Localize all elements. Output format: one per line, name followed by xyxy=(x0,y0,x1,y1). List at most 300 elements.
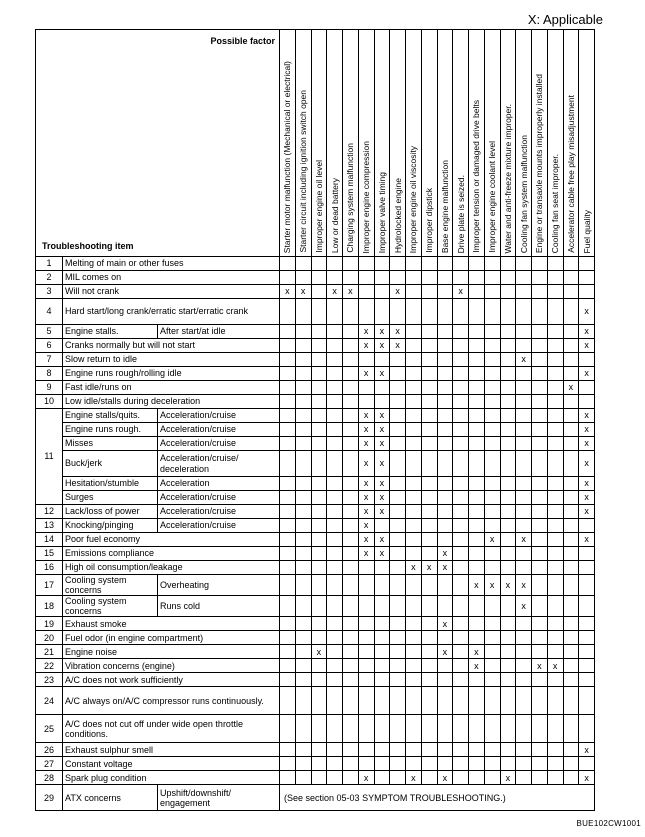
factor-header-3 xyxy=(327,30,343,257)
factor-cell xyxy=(547,645,563,659)
factor-cell xyxy=(374,645,390,659)
troubleshooting-item: Exhaust smoke xyxy=(63,617,280,631)
factor-cell xyxy=(280,339,296,353)
factor-cell xyxy=(547,477,563,491)
factor-cell xyxy=(469,367,485,381)
factor-cell xyxy=(280,743,296,757)
row-number: 24 xyxy=(36,687,63,715)
factor-cell xyxy=(469,339,485,353)
applicable-mark: x xyxy=(516,575,532,596)
factor-cell xyxy=(327,423,343,437)
factor-cell xyxy=(327,299,343,325)
factor-cell xyxy=(469,561,485,575)
applicable-mark: x xyxy=(547,659,563,673)
factor-cell xyxy=(516,547,532,561)
factor-cell xyxy=(484,757,500,771)
factor-cell xyxy=(374,257,390,271)
factor-cell xyxy=(280,505,296,519)
factor-cell xyxy=(563,257,579,271)
table-row xyxy=(36,673,595,687)
applicable-mark: x xyxy=(358,491,374,505)
factor-cell xyxy=(343,409,359,423)
factor-cell xyxy=(327,505,343,519)
factor-cell xyxy=(500,505,516,519)
factor-cell xyxy=(406,367,422,381)
factor-cell xyxy=(484,451,500,477)
troubleshooting-item: ATX concerns xyxy=(63,785,158,811)
factor-cell xyxy=(280,395,296,409)
applicable-mark: x xyxy=(437,547,453,561)
factor-cell xyxy=(374,353,390,367)
factor-cell xyxy=(453,645,469,659)
factor-cell xyxy=(295,757,311,771)
factor-cell xyxy=(311,409,327,423)
factor-cell xyxy=(453,257,469,271)
factor-cell xyxy=(563,687,579,715)
row-number: 14 xyxy=(36,533,63,547)
factor-cell xyxy=(484,687,500,715)
factor-cell xyxy=(500,715,516,743)
factor-cell xyxy=(421,491,437,505)
factor-cell xyxy=(469,437,485,451)
factor-cell xyxy=(484,771,500,785)
factor-cell xyxy=(563,561,579,575)
factor-cell xyxy=(421,505,437,519)
factor-cell xyxy=(280,353,296,367)
factor-cell xyxy=(311,743,327,757)
factor-cell xyxy=(469,715,485,743)
factor-cell xyxy=(421,519,437,533)
factor-cell xyxy=(563,325,579,339)
factor-cell xyxy=(358,271,374,285)
factor-cell xyxy=(532,271,548,285)
factor-cell xyxy=(437,423,453,437)
factor-cell xyxy=(547,285,563,299)
factor-cell xyxy=(437,285,453,299)
factor-cell xyxy=(516,743,532,757)
factor-cell xyxy=(469,617,485,631)
factor-cell xyxy=(406,381,422,395)
factor-cell xyxy=(437,687,453,715)
factor-label: Water and anti-freeze mixture improper. xyxy=(502,103,513,253)
troubleshooting-item: Spark plug condition xyxy=(63,771,280,785)
factor-cell xyxy=(280,575,296,596)
factor-cell xyxy=(579,285,595,299)
factor-cell xyxy=(327,659,343,673)
factor-cell xyxy=(406,743,422,757)
factor-cell xyxy=(563,547,579,561)
factor-cell xyxy=(343,505,359,519)
factor-cell xyxy=(532,575,548,596)
factor-cell xyxy=(327,257,343,271)
factor-cell xyxy=(374,673,390,687)
factor-cell xyxy=(327,367,343,381)
factor-cell xyxy=(343,519,359,533)
applicable-mark: x xyxy=(358,451,374,477)
applicable-mark: x xyxy=(579,325,595,339)
factor-cell xyxy=(343,451,359,477)
factor-cell xyxy=(547,353,563,367)
factor-cell xyxy=(421,325,437,339)
factor-cell xyxy=(484,409,500,423)
factor-cell xyxy=(421,645,437,659)
factor-cell xyxy=(374,743,390,757)
factor-cell xyxy=(311,575,327,596)
factor-cell xyxy=(390,491,406,505)
factor-cell xyxy=(421,547,437,561)
table-row xyxy=(36,575,595,596)
factor-cell xyxy=(421,285,437,299)
factor-cell xyxy=(374,771,390,785)
factor-cell xyxy=(311,353,327,367)
factor-cell xyxy=(563,285,579,299)
factor-cell xyxy=(421,367,437,381)
factor-header-7 xyxy=(390,30,406,257)
factor-cell xyxy=(421,257,437,271)
factor-cell xyxy=(295,659,311,673)
factor-cell xyxy=(311,285,327,299)
applicable-mark: x xyxy=(390,339,406,353)
factor-cell xyxy=(327,575,343,596)
factor-cell xyxy=(390,659,406,673)
row-number: 6 xyxy=(36,339,63,353)
factor-cell xyxy=(421,596,437,617)
factor-cell xyxy=(358,645,374,659)
troubleshooting-item: MIL comes on xyxy=(63,271,280,285)
factor-cell xyxy=(327,533,343,547)
troubleshooting-item: Engine runs rough/rolling idle xyxy=(63,367,280,381)
troubleshooting-item: Vibration concerns (engine) xyxy=(63,659,280,673)
factor-header-8 xyxy=(406,30,422,257)
factor-cell xyxy=(390,533,406,547)
factor-cell xyxy=(406,617,422,631)
factor-cell xyxy=(453,757,469,771)
troubleshooting-item: Hard start/long crank/erratic start/erratic crank xyxy=(63,299,280,325)
factor-cell xyxy=(295,505,311,519)
factor-cell xyxy=(453,659,469,673)
troubleshooting-item: Engine noise xyxy=(63,645,280,659)
factor-cell xyxy=(563,505,579,519)
factor-cell xyxy=(516,505,532,519)
table-row xyxy=(36,325,595,339)
factor-cell xyxy=(390,645,406,659)
factor-cell xyxy=(343,437,359,451)
factor-cell xyxy=(453,715,469,743)
factor-cell xyxy=(311,271,327,285)
applicable-mark: x xyxy=(437,561,453,575)
factor-cell xyxy=(516,381,532,395)
factor-cell xyxy=(532,687,548,715)
factor-cell xyxy=(327,409,343,423)
factor-cell xyxy=(563,673,579,687)
factor-cell xyxy=(500,299,516,325)
factor-label: Improper engine coolant level xyxy=(487,141,498,253)
factor-cell xyxy=(280,367,296,381)
factor-cell xyxy=(374,687,390,715)
row-number: 18 xyxy=(36,596,63,617)
factor-cell xyxy=(437,395,453,409)
factor-cell xyxy=(343,743,359,757)
factor-cell xyxy=(563,771,579,785)
factor-cell xyxy=(532,477,548,491)
factor-cell xyxy=(406,257,422,271)
applicable-mark: x xyxy=(579,451,595,477)
factor-cell xyxy=(295,575,311,596)
factor-cell xyxy=(437,505,453,519)
factor-cell xyxy=(563,437,579,451)
factor-cell xyxy=(484,715,500,743)
applicable-mark: x xyxy=(390,285,406,299)
factor-cell xyxy=(295,271,311,285)
applicable-mark: x xyxy=(358,437,374,451)
factor-cell xyxy=(563,617,579,631)
factor-cell xyxy=(532,547,548,561)
factor-cell xyxy=(453,561,469,575)
factor-cell xyxy=(311,659,327,673)
row-number: 10 xyxy=(36,395,63,409)
factor-cell xyxy=(280,491,296,505)
factor-cell xyxy=(563,409,579,423)
legend: X: Applicable xyxy=(527,12,603,27)
factor-cell xyxy=(563,743,579,757)
applicable-mark: x xyxy=(579,339,595,353)
factor-cell xyxy=(547,771,563,785)
factor-cell xyxy=(469,673,485,687)
factor-cell xyxy=(343,547,359,561)
row-number: 15 xyxy=(36,547,63,561)
factor-header-10 xyxy=(437,30,453,257)
factor-cell xyxy=(343,271,359,285)
factor-cell xyxy=(421,687,437,715)
row-number: 12 xyxy=(36,505,63,519)
factor-cell xyxy=(469,409,485,423)
factor-header-12 xyxy=(469,30,485,257)
factor-cell xyxy=(500,757,516,771)
factor-cell xyxy=(406,437,422,451)
factor-cell xyxy=(516,409,532,423)
factor-cell xyxy=(469,533,485,547)
troubleshooting-item: A/C always on/A/C compressor runs continuously. xyxy=(63,687,280,715)
factor-label: Hydrolocked engine xyxy=(392,177,403,253)
factor-cell xyxy=(484,285,500,299)
factor-cell xyxy=(469,519,485,533)
factor-cell xyxy=(327,271,343,285)
factor-cell xyxy=(469,631,485,645)
factor-cell xyxy=(390,299,406,325)
troubleshooting-item: High oil consumption/leakage xyxy=(63,561,280,575)
factor-cell xyxy=(500,257,516,271)
troubleshooting-item: Emissions compliance xyxy=(63,547,280,561)
factor-cell xyxy=(516,519,532,533)
factor-cell xyxy=(390,271,406,285)
table-row xyxy=(36,271,595,285)
factor-label: Drive plate is seized. xyxy=(455,174,466,253)
factor-cell xyxy=(437,533,453,547)
factor-cell xyxy=(374,285,390,299)
applicable-mark: x xyxy=(579,409,595,423)
factor-cell xyxy=(390,381,406,395)
factor-cell xyxy=(579,381,595,395)
factor-cell xyxy=(484,437,500,451)
factor-cell xyxy=(343,596,359,617)
factor-cell xyxy=(532,257,548,271)
header-row xyxy=(36,30,595,257)
applicable-mark: x xyxy=(484,575,500,596)
factor-cell xyxy=(469,743,485,757)
factor-cell xyxy=(453,519,469,533)
factor-cell xyxy=(516,659,532,673)
factor-cell xyxy=(406,659,422,673)
factor-cell xyxy=(563,423,579,437)
factor-cell xyxy=(390,505,406,519)
factor-cell xyxy=(327,715,343,743)
factor-cell xyxy=(280,771,296,785)
factor-cell xyxy=(563,451,579,477)
applicable-mark: x xyxy=(327,285,343,299)
factor-cell xyxy=(547,339,563,353)
table-row xyxy=(36,491,595,505)
factor-cell xyxy=(280,325,296,339)
factor-cell xyxy=(484,299,500,325)
factor-cell xyxy=(390,257,406,271)
factor-cell xyxy=(547,687,563,715)
factor-cell xyxy=(295,257,311,271)
applicable-mark: x xyxy=(516,596,532,617)
troubleshooting-item: Poor fuel economy xyxy=(63,533,280,547)
factor-cell xyxy=(532,771,548,785)
factor-cell xyxy=(343,381,359,395)
factor-header-19 xyxy=(579,30,595,257)
factor-cell xyxy=(516,257,532,271)
factor-cell xyxy=(453,477,469,491)
factor-cell xyxy=(469,285,485,299)
factor-cell xyxy=(579,687,595,715)
factor-cell xyxy=(311,381,327,395)
factor-cell xyxy=(532,519,548,533)
troubleshooting-item: Fast idle/runs on xyxy=(63,381,280,395)
factor-cell xyxy=(343,491,359,505)
factor-cell xyxy=(563,645,579,659)
factor-cell xyxy=(453,673,469,687)
troubleshooting-item: Misses xyxy=(63,437,158,451)
factor-cell xyxy=(484,519,500,533)
applicable-mark: x xyxy=(374,505,390,519)
factor-cell xyxy=(532,491,548,505)
factor-cell xyxy=(453,339,469,353)
applicable-mark: x xyxy=(500,575,516,596)
factor-cell xyxy=(421,395,437,409)
factor-cell xyxy=(547,561,563,575)
factor-cell xyxy=(563,575,579,596)
applicable-mark: x xyxy=(390,325,406,339)
factor-cell xyxy=(469,505,485,519)
factor-cell xyxy=(563,339,579,353)
factor-cell xyxy=(453,617,469,631)
factor-cell xyxy=(469,271,485,285)
factor-cell xyxy=(343,257,359,271)
factor-cell xyxy=(327,673,343,687)
applicable-mark: x xyxy=(532,659,548,673)
factor-cell xyxy=(516,477,532,491)
row-number: 19 xyxy=(36,617,63,631)
factor-cell xyxy=(437,353,453,367)
factor-cell xyxy=(469,299,485,325)
factor-cell xyxy=(406,451,422,477)
applicable-mark: x xyxy=(579,299,595,325)
applicable-mark: x xyxy=(516,353,532,367)
factor-cell xyxy=(311,533,327,547)
applicable-mark: x xyxy=(374,477,390,491)
factor-cell xyxy=(358,353,374,367)
factor-cell xyxy=(547,409,563,423)
table-row xyxy=(36,395,595,409)
factor-cell xyxy=(437,477,453,491)
applicable-mark: x xyxy=(358,771,374,785)
applicable-mark: x xyxy=(469,645,485,659)
condition: Acceleration/cruise/ deceleration xyxy=(158,451,280,477)
factor-cell xyxy=(484,659,500,673)
factor-header-0 xyxy=(280,30,296,257)
row-number: 25 xyxy=(36,715,63,743)
factor-cell xyxy=(390,596,406,617)
factor-cell xyxy=(406,519,422,533)
factor-cell xyxy=(390,367,406,381)
factor-cell xyxy=(532,285,548,299)
factor-cell xyxy=(500,339,516,353)
table-row xyxy=(36,505,595,519)
factor-cell xyxy=(406,409,422,423)
factor-cell xyxy=(295,491,311,505)
factor-cell xyxy=(280,271,296,285)
factor-cell xyxy=(311,547,327,561)
factor-cell xyxy=(295,596,311,617)
troubleshooting-item: Hesitation/stumble xyxy=(63,477,158,491)
applicable-mark: x xyxy=(358,533,374,547)
factor-header-11 xyxy=(453,30,469,257)
applicable-mark: x xyxy=(579,423,595,437)
factor-header-2 xyxy=(311,30,327,257)
factor-cell xyxy=(295,687,311,715)
row-number: 22 xyxy=(36,659,63,673)
factor-cell xyxy=(579,561,595,575)
factor-cell xyxy=(453,596,469,617)
factor-header-5 xyxy=(358,30,374,257)
factor-cell xyxy=(280,673,296,687)
applicable-mark: x xyxy=(358,367,374,381)
factor-cell xyxy=(500,547,516,561)
factor-cell xyxy=(547,547,563,561)
factor-cell xyxy=(280,715,296,743)
factor-cell xyxy=(358,575,374,596)
factor-label: Base engine malfunction xyxy=(439,159,450,253)
factor-cell xyxy=(547,437,563,451)
factor-cell xyxy=(295,395,311,409)
row-number: 27 xyxy=(36,757,63,771)
factor-cell xyxy=(532,437,548,451)
factor-cell xyxy=(406,757,422,771)
factor-label: Engine or transaxle mounts improperly installed xyxy=(534,73,545,253)
applicable-mark: x xyxy=(358,325,374,339)
factor-cell xyxy=(516,771,532,785)
factor-cell xyxy=(484,477,500,491)
factor-cell xyxy=(327,771,343,785)
troubleshooting-item: A/C does not cut off under wide open throttle conditions. xyxy=(63,715,280,743)
factor-cell xyxy=(547,617,563,631)
factor-cell xyxy=(295,519,311,533)
factor-cell xyxy=(390,575,406,596)
factor-cell xyxy=(374,395,390,409)
factor-cell xyxy=(532,299,548,325)
